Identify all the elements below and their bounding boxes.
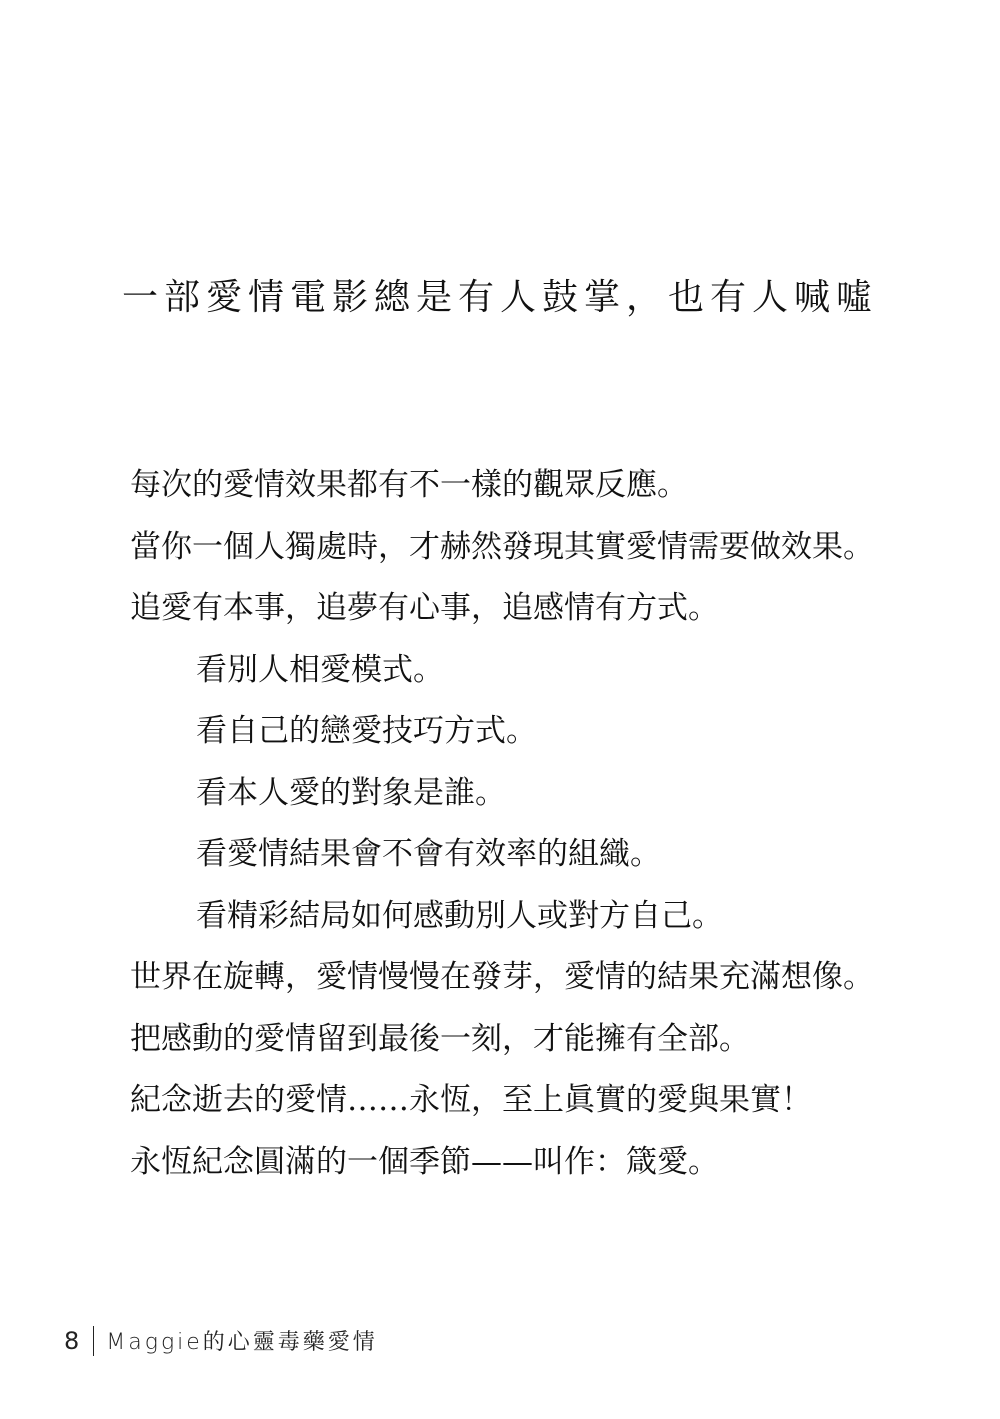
text-line: 紀念逝去的愛情……永恆，至上眞實的愛與果實！ xyxy=(130,1082,812,1118)
running-book-title: Maggie的心靈毒藥愛情 xyxy=(106,1330,378,1355)
footer-divider xyxy=(93,1326,94,1356)
body-text xyxy=(130,455,910,1193)
text-line: 當你一個人獨處時，才赫然發現其實愛情需要做效果。 xyxy=(130,528,874,565)
text-line: 每次的愛情效果都有不一樣的觀眾反應。 xyxy=(130,467,688,503)
chapter-heading: 一部愛情電影總是有人鼓掌，也有人喊噓 xyxy=(121,277,878,318)
page-number: 8 xyxy=(64,1326,80,1355)
text-line: 追愛有本事，追夢有心事，追感情有方式。 xyxy=(130,590,719,626)
text-line: 永恆紀念圓滿的一個季節——叫作：箴愛。 xyxy=(130,1143,719,1180)
text-line: 把感動的愛情留到最後一刻，才能擁有全部。 xyxy=(130,1020,750,1057)
indented-text-line: 看自己的戀愛技巧方式。 xyxy=(196,713,537,749)
indented-text-line: 看別人相愛模式。 xyxy=(196,651,444,688)
indented-text-line: 看精彩結局如何感動別人或對方自己。 xyxy=(196,897,723,934)
page-footer xyxy=(64,1325,378,1356)
indented-text-line: 看愛情結果會不會有效率的組織。 xyxy=(196,836,661,872)
text-line: 世界在旋轉，愛情慢慢在發芽，愛情的結果充滿想像。 xyxy=(130,959,874,995)
indented-text-line: 看本人愛的對象是誰。 xyxy=(196,774,506,811)
